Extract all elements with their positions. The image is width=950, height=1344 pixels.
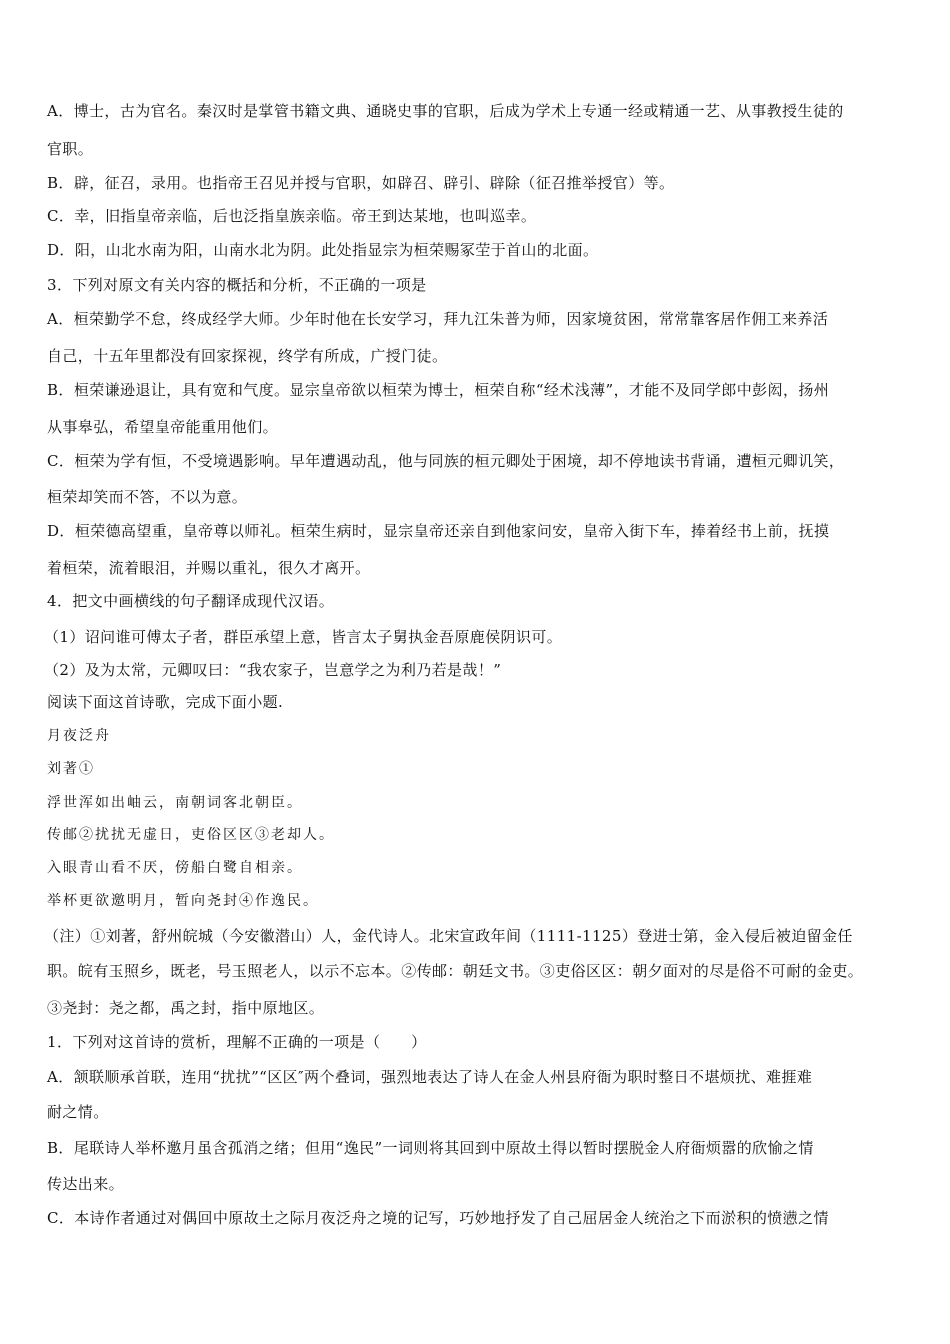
text-line: 1．下列对这首诗的赏析，理解不正确的一项是（ ） xyxy=(47,1033,427,1051)
text-line: 刘著① xyxy=(47,761,95,777)
text-line: A．博士，古为官名。秦汉时是掌管书籍文典、通晓史事的官职，后成为学术上专通一经或精通一艺、从事教授生徒的 xyxy=(47,102,844,120)
text-line: 着桓荣，流着眼泪，并赐以重礼，很久才离开。 xyxy=(47,559,371,577)
text-line: （2）及为太常，元卿叹曰：“我农家子，岂意学之为利乃若是哉！” xyxy=(44,661,502,679)
text-line: C．桓荣为学有恒，不受境遇影响。早年遭遇动乱，他与同族的桓元卿处于困境，却不停地读书背诵，遭桓元卿讥笑， xyxy=(47,452,845,470)
text-line: C．幸，旧指皇帝亲临，后也泛指皇族亲临。帝王到达某地，也叫巡幸。 xyxy=(47,207,537,225)
text-line: B．尾联诗人举杯邀月虽含孤消之绪；但用“逸民”一词则将其回到中原故土得以暂时摆脱金人府衙烦嚣的欣愉之情 xyxy=(47,1139,814,1157)
text-line: 从事皋弘，希望皇帝能重用他们。 xyxy=(47,418,279,436)
text-line: 官职。 xyxy=(47,140,94,158)
text-line: 传邮②扰扰无虚日，吏俗区区③老却人。 xyxy=(47,827,335,843)
text-line: 桓荣却笑而不答，不以为意。 xyxy=(47,488,248,506)
text-line: 传达出来。 xyxy=(47,1175,125,1193)
text-line: 浮世浑如出岫云，南朝词客北朝臣。 xyxy=(47,795,303,811)
text-line: 自己，十五年里都没有回家探视，终学有所成，广授门徒。 xyxy=(47,347,448,365)
text-line: B．辟，征召，录用。也指帝王召见并授与官职，如辟召、辟引、辟除（征召推举授官）等。 xyxy=(47,174,675,192)
text-line: D．桓荣德高望重，皇帝尊以师礼。桓荣生病时，显宗皇帝还亲自到他家问安，皇帝入街下车，捧着经书上前，抚摸 xyxy=(47,522,830,540)
text-line: B．桓荣谦逊退让，具有宽和气度。显宗皇帝欲以桓荣为博士，桓荣自称“经术浅薄”，才能不及同学郎中彭闳，扬州 xyxy=(47,381,830,399)
text-line: 耐之情。 xyxy=(47,1103,109,1121)
text-line: ③尧封：尧之都，禹之封，指中原地区。 xyxy=(47,999,325,1017)
text-line: A．颔联顺承首联，连用“扰扰”“区区″两个叠词，强烈地表达了诗人在金人州县府衙为职时整日不堪烦扰、难捱难 xyxy=(47,1068,813,1086)
text-line: A．桓荣勤学不怠，终成经学大师。少年时他在长安学习，拜九江朱普为师，因家境贫困，常常靠客居作佣工来养活 xyxy=(47,310,829,328)
text-line: （注）①刘著，舒州皖城（今安徽潜山）人，金代诗人。北宋宣政年间（1111-1125）登进士第，金入侵后被迫留金任 xyxy=(44,927,853,945)
text-line: C．本诗作者通过对偶回中原故土之际月夜泛舟之境的记写，巧妙地抒发了自己屈居金人统治之下而淤积的愤懑之情 xyxy=(47,1209,829,1227)
text-line: （1）诏问谁可傅太子者，群臣承望上意，皆言太子舅执金吾原鹿侯阴识可。 xyxy=(44,628,563,646)
text-line: 阅读下面这首诗歌，完成下面小题. xyxy=(47,693,284,711)
text-line: 入眼青山看不厌，傍船白鹭自相亲。 xyxy=(47,860,303,876)
text-line: 职。皖有玉照乡，既老，号玉照老人，以示不忘本。②传邮：朝廷文书。③吏俗区区：朝夕面对的尽是俗不可耐的金吏。 xyxy=(47,962,864,980)
text-line: D．阳，山北水南为阳，山南水北为阴。此处指显宗为桓荣赐冢茔于首山的北面。 xyxy=(47,241,599,259)
text-line: 3．下列对原文有关内容的概括和分析，不正确的一项是 xyxy=(47,276,427,294)
text-line: 举杯更欲邀明月，暂向尧封④作逸民。 xyxy=(47,893,319,909)
text-line: 4．把文中画横线的句子翻译成现代汉语。 xyxy=(47,592,335,610)
text-line: 月夜泛舟 xyxy=(47,728,111,744)
